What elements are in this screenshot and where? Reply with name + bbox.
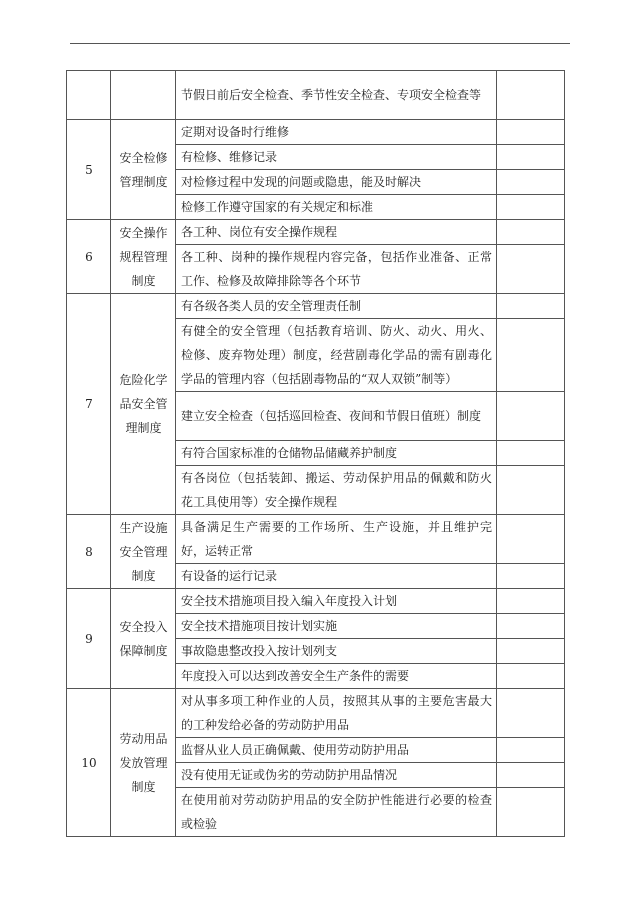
safety-inspection-table bbox=[66, 70, 565, 837]
item-name: 安全投入保障制度 bbox=[111, 589, 176, 689]
requirement-text: 安全技术措施项目按计划实施 bbox=[176, 614, 497, 639]
requirement-text: 有健全的安全管理（包括教育培训、防火、动火、用火、检修、废弃物处理）制度，经营剧毒化学品的需有剧毒化学品的管理内容（包括剧毒物品的“双人双锁”制等） bbox=[176, 319, 497, 392]
item-name: 生产设施安全管理制度 bbox=[111, 515, 176, 589]
result-cell bbox=[497, 220, 565, 245]
table-row bbox=[67, 120, 565, 145]
item-number: 5 bbox=[67, 120, 111, 220]
result-cell bbox=[497, 170, 565, 195]
requirement-text: 在使用前对劳动防护用品的安全防护性能进行必要的检查或检验 bbox=[176, 788, 497, 837]
requirement-text: 有检修、维修记录 bbox=[176, 145, 497, 170]
result-cell bbox=[497, 145, 565, 170]
item-name: 安全操作规程管理制度 bbox=[111, 220, 176, 294]
requirement-text: 定期对设备时行维修 bbox=[176, 120, 497, 145]
requirement-text: 事故隐患整改投入按计划列支 bbox=[176, 639, 497, 664]
requirement-text: 有各级各类人员的安全管理责任制 bbox=[176, 294, 497, 319]
result-cell bbox=[497, 245, 565, 294]
result-cell bbox=[497, 763, 565, 788]
item-number: 10 bbox=[67, 689, 111, 837]
result-cell bbox=[497, 392, 565, 441]
item-name: 安全检修管理制度 bbox=[111, 120, 176, 220]
result-cell bbox=[497, 738, 565, 763]
item-name: 危险化学品安全管理制度 bbox=[111, 294, 176, 515]
requirement-text: 节假日前后安全检查、季节性安全检查、专项安全检查等 bbox=[176, 71, 497, 120]
result-cell bbox=[497, 294, 565, 319]
requirement-text: 没有使用无证或伪劣的劳动防护用品情况 bbox=[176, 763, 497, 788]
requirement-text: 具备满足生产需要的工作场所、生产设施，并且维护完好，运转正常 bbox=[176, 515, 497, 564]
table-row bbox=[67, 294, 565, 319]
requirement-text: 监督从业人员正确佩戴、使用劳动防护用品 bbox=[176, 738, 497, 763]
requirement-text: 年度投入可以达到改善安全生产条件的需要 bbox=[176, 664, 497, 689]
result-cell bbox=[497, 319, 565, 392]
item-name: 劳动用品发放管理制度 bbox=[111, 689, 176, 837]
result-cell bbox=[497, 195, 565, 220]
item-number: 6 bbox=[67, 220, 111, 294]
header-rule bbox=[70, 43, 570, 44]
result-cell bbox=[497, 589, 565, 614]
requirement-text: 有符合国家标准的仓储物品储藏养护制度 bbox=[176, 441, 497, 466]
requirement-text: 各工种、岗位有安全操作规程 bbox=[176, 220, 497, 245]
result-cell bbox=[497, 664, 565, 689]
result-cell bbox=[497, 466, 565, 515]
result-cell bbox=[497, 639, 565, 664]
item-number: 9 bbox=[67, 589, 111, 689]
requirement-text: 对检修过程中发现的问题或隐患，能及时解决 bbox=[176, 170, 497, 195]
requirement-text: 有设备的运行记录 bbox=[176, 564, 497, 589]
item-number bbox=[67, 71, 111, 120]
table-row bbox=[67, 71, 565, 120]
item-name bbox=[111, 71, 176, 120]
requirement-text: 对从事多项工种作业的人员，按照其从事的主要危害最大的工种发给必备的劳动防护用品 bbox=[176, 689, 497, 738]
requirement-text: 安全技术措施项目投入编入年度投入计划 bbox=[176, 589, 497, 614]
table-row bbox=[67, 589, 565, 614]
requirement-text: 各工种、岗种的操作规程内容完备，包括作业准备、正常工作、检修及故障排除等各个环节 bbox=[176, 245, 497, 294]
result-cell bbox=[497, 689, 565, 738]
item-number: 7 bbox=[67, 294, 111, 515]
result-cell bbox=[497, 564, 565, 589]
requirement-text: 有各岗位（包括装卸、搬运、劳动保护用品的佩戴和防火花工具使用等）安全操作规程 bbox=[176, 466, 497, 515]
table-row bbox=[67, 689, 565, 738]
table-row bbox=[67, 515, 565, 564]
result-cell bbox=[497, 788, 565, 837]
requirement-text: 建立安全检查（包括巡回检查、夜间和节假日值班）制度 bbox=[176, 392, 497, 441]
result-cell bbox=[497, 614, 565, 639]
result-cell bbox=[497, 120, 565, 145]
result-cell bbox=[497, 441, 565, 466]
result-cell bbox=[497, 515, 565, 564]
requirement-text: 检修工作遵守国家的有关规定和标准 bbox=[176, 195, 497, 220]
item-number: 8 bbox=[67, 515, 111, 589]
table-row bbox=[67, 220, 565, 245]
result-cell bbox=[497, 71, 565, 120]
